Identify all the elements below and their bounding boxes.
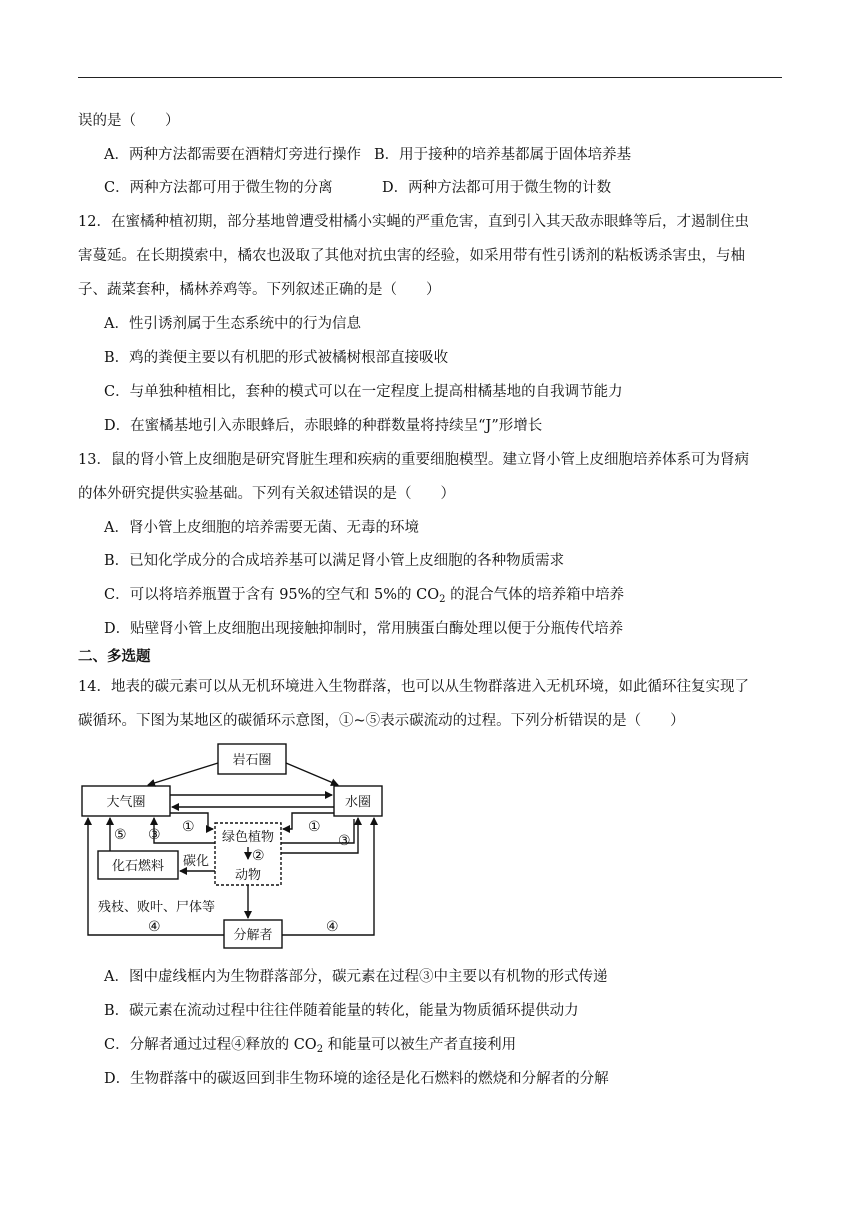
- rock-label: 岩石圈: [232, 753, 272, 768]
- q12-option-b[interactable]: B．鸡的粪便主要以有机肥的形式被橘树根部直接吸收: [104, 350, 449, 366]
- q12-stem-line3: 子、蔬菜套种，橘林养鸡等。下列叙述正确的是（ ）: [78, 282, 441, 298]
- q11-options-row2: [104, 178, 814, 198]
- step-4-right: ④: [326, 919, 339, 935]
- q14-option-c[interactable]: [104, 1035, 814, 1055]
- q14-option-a[interactable]: A．图中虚线框内为生物群落部分，碳元素在过程③中主要以有机物的形式传递: [104, 969, 608, 985]
- q13-option-c-text: C．可以将培养瓶置于含有 95%的空气和 5%的 CO: [104, 587, 440, 603]
- step-3-left: ③: [148, 827, 161, 843]
- q13-stem-line2: 的体外研究提供实验基础。下列有关叙述错误的是（ ）: [78, 486, 455, 502]
- step-1-left: ①: [182, 819, 195, 835]
- atmosphere-label: 大气圈: [106, 795, 146, 810]
- step-5: ⑤: [114, 827, 127, 843]
- q12-option-c[interactable]: C．与单独种植相比，套种的模式可以在一定程度上提高柑橘基地的自我调节能力: [104, 384, 623, 400]
- q14-option-c-text: C．分解者通过过程④释放的 CO: [104, 1037, 317, 1053]
- plants-label: 绿色植物: [221, 830, 275, 845]
- q12-option-d[interactable]: D．在蜜橘基地引入赤眼蜂后，赤眼蜂的种群数量将持续呈“J”形增长: [104, 418, 543, 434]
- q14-option-c-text-end: 和能量可以被生产者直接利用: [323, 1037, 517, 1053]
- q11-options-row1: [104, 145, 814, 165]
- residue-label: 残枝、败叶、尸体等: [98, 900, 216, 915]
- q12-option-a[interactable]: A．性引诱剂属于生态系统中的行为信息: [104, 316, 361, 332]
- animals-label: 动物: [234, 868, 262, 883]
- q11-option-d[interactable]: D．两种方法都可用于微生物的计数: [382, 180, 612, 196]
- water-label: 水圈: [344, 795, 372, 810]
- q13-option-d[interactable]: D．贴壁肾小管上皮细胞出现接触抑制时，常用胰蛋白酶处理以便于分瓶传代培养: [104, 621, 624, 637]
- q13-option-c-text-end: 的混合气体的培养箱中培养: [445, 587, 625, 603]
- fossil-label: 化石燃料: [111, 859, 165, 874]
- step-2: ②: [252, 848, 265, 864]
- q14-option-b[interactable]: B．碳元素在流动过程中往往伴随着能量的转化，能量为物质循环提供动力: [104, 1003, 579, 1019]
- section-heading: 二、多选题: [78, 648, 151, 665]
- q13-option-c-subscript: 2: [439, 594, 446, 605]
- step-1-right: ①: [308, 819, 321, 835]
- q13-stem-line1: 13．鼠的肾小管上皮细胞是研究肾脏生理和疾病的重要细胞模型。建立肾小管上皮细胞培养体系可为肾病: [78, 452, 749, 468]
- q11-stem-tail: 误的是（ ）: [78, 113, 180, 129]
- q11-option-c[interactable]: C．两种方法都可用于微生物的分离: [104, 180, 333, 196]
- q12-stem-line2: 害蔓延。在长期摸索中，橘农也汲取了其他对抗虫害的经验，如采用带有性引诱剂的粘板诱杀害虫，与柚: [78, 248, 745, 264]
- carbon-cycle-diagram: [70, 735, 400, 957]
- q11-option-a[interactable]: A．两种方法都需要在酒精灯旁进行操作: [104, 147, 361, 163]
- q13-option-a[interactable]: A．肾小管上皮细胞的培养需要无菌、无毒的环境: [104, 520, 419, 536]
- carbonize-label: 碳化: [182, 854, 210, 869]
- q11-option-b[interactable]: B．用于接种的培养基都属于固体培养基: [374, 147, 632, 163]
- q12-stem-line1: 12．在蜜橘种植初期，部分基地曾遭受柑橘小实蝇的严重危害，直到引入其天敌赤眼蜂等后，才遏制住虫: [78, 214, 749, 230]
- step-3-right: ③: [338, 833, 351, 849]
- q14-stem-line2: 碳循环。下图为某地区的碳循环示意图，①~⑤表示碳流动的过程。下列分析错误的是（ ）: [78, 713, 685, 729]
- header-rule: [78, 77, 782, 78]
- q14-option-d[interactable]: D．生物群落中的碳返回到非生物环境的途径是化石燃料的燃烧和分解者的分解: [104, 1071, 609, 1087]
- step-4-left: ④: [148, 919, 161, 935]
- q13-option-b[interactable]: B．已知化学成分的合成培养基可以满足肾小管上皮细胞的各种物质需求: [104, 553, 565, 569]
- q14-stem-line1: 14．地表的碳元素可以从无机环境进入生物群落，也可以从生物群落进入无机环境，如此循环往复实现了: [78, 679, 749, 695]
- q13-option-c[interactable]: [104, 585, 814, 605]
- decomposer-label: 分解者: [233, 928, 273, 943]
- q14-option-c-subscript: 2: [316, 1044, 324, 1055]
